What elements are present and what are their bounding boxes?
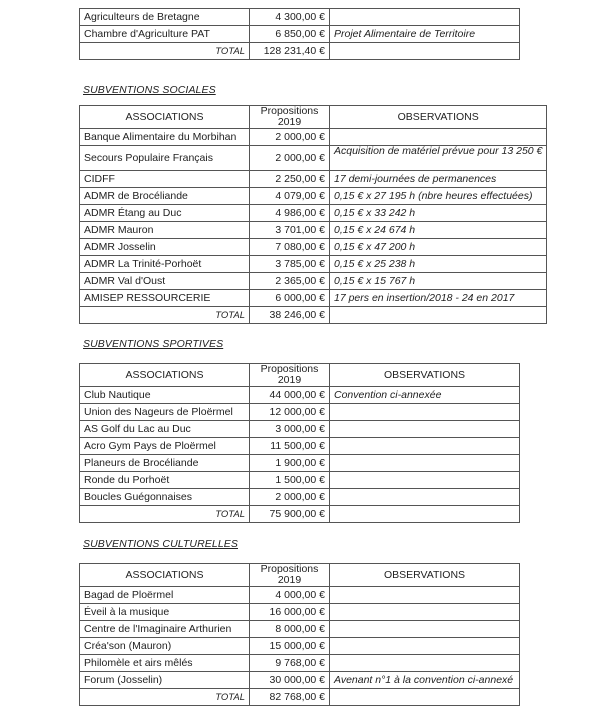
association-name: Club Nautique [80, 387, 250, 404]
observation: Projet Alimentaire de Territoire [330, 26, 520, 43]
amount: 6 000,00 € [250, 290, 330, 307]
table-row [80, 222, 547, 239]
header-row [80, 364, 520, 387]
association-name: Chambre d'Agriculture PAT [80, 26, 250, 43]
association-name: Éveil à la musique [80, 604, 250, 621]
observation [330, 472, 520, 489]
amount: 4 079,00 € [250, 188, 330, 205]
total-row [80, 307, 547, 324]
table-row [80, 604, 520, 621]
header-row [80, 564, 520, 587]
total-label: TOTAL [80, 307, 250, 324]
amount: 2 000,00 € [250, 146, 330, 171]
association-name: AMISEP RESSOURCERIE [80, 290, 250, 307]
total-row [80, 689, 520, 706]
sports-subsidies-table [79, 363, 520, 523]
association-name: ADMR Josselin [80, 239, 250, 256]
column-header-observations: OBSERVATIONS [330, 364, 520, 387]
amount: 15 000,00 € [250, 638, 330, 655]
table-row [80, 472, 520, 489]
amount: 44 000,00 € [250, 387, 330, 404]
observation [330, 404, 520, 421]
association-name: ADMR Val d'Oust [80, 273, 250, 290]
total-row [80, 43, 520, 60]
observation [330, 638, 520, 655]
amount: 3 701,00 € [250, 222, 330, 239]
amount: 6 850,00 € [250, 26, 330, 43]
table-row [80, 273, 547, 290]
association-name: ADMR Étang au Duc [80, 205, 250, 222]
observation [330, 129, 547, 146]
total-amount: 75 900,00 € [250, 506, 330, 523]
association-name: Banque Alimentaire du Morbihan [80, 129, 250, 146]
association-name: Union des Nageurs de Ploërmel [80, 404, 250, 421]
observation: 0,15 € x 27 195 h (nbre heures effectuées) [330, 188, 547, 205]
table-row [80, 146, 547, 171]
observation [330, 604, 520, 621]
table-row [80, 621, 520, 638]
observation [330, 421, 520, 438]
association-name: Planeurs de Brocéliande [80, 455, 250, 472]
observation [330, 438, 520, 455]
table-row [80, 587, 520, 604]
column-header-propositions: Propositions 2019 [250, 364, 330, 387]
table-row [80, 26, 520, 43]
column-header-associations: ASSOCIATIONS [80, 106, 250, 129]
observation: Avenant n°1 à la convention ci-annexé [330, 672, 520, 689]
observation [330, 621, 520, 638]
association-name: AS Golf du Lac au Duc [80, 421, 250, 438]
column-header-propositions: Propositions 2019 [250, 106, 330, 129]
total-amount: 38 246,00 € [250, 307, 330, 324]
association-name: Créa'son (Mauron) [80, 638, 250, 655]
amount: 2 000,00 € [250, 129, 330, 146]
table-row [80, 205, 547, 222]
amount: 3 785,00 € [250, 256, 330, 273]
header-row [80, 106, 547, 129]
column-header-associations: ASSOCIATIONS [80, 364, 250, 387]
amount: 4 000,00 € [250, 587, 330, 604]
association-name: Agriculteurs de Bretagne [80, 9, 250, 26]
amount: 16 000,00 € [250, 604, 330, 621]
column-header-associations: ASSOCIATIONS [80, 564, 250, 587]
total-label: TOTAL [80, 689, 250, 706]
table-row [80, 9, 520, 26]
total-label: TOTAL [80, 506, 250, 523]
amount: 1 500,00 € [250, 472, 330, 489]
table-row [80, 638, 520, 655]
association-name: Boucles Guégonnaises [80, 489, 250, 506]
table-row [80, 421, 520, 438]
amount: 7 080,00 € [250, 239, 330, 256]
cultural-subsidies-table [79, 563, 520, 706]
amount: 8 000,00 € [250, 621, 330, 638]
total-row [80, 506, 520, 523]
table-row [80, 129, 547, 146]
observation: Convention ci-annexée [330, 387, 520, 404]
observation: 0,15 € x 47 200 h [330, 239, 547, 256]
table-row [80, 672, 520, 689]
observation: 17 pers en insertion/2018 - 24 en 2017 [330, 290, 547, 307]
table-row [80, 438, 520, 455]
amount: 2 365,00 € [250, 273, 330, 290]
association-name: ADMR La Trinité-Porhoët [80, 256, 250, 273]
amount: 4 986,00 € [250, 205, 330, 222]
agricultural-subsidies-table [79, 8, 520, 60]
table-row [80, 290, 547, 307]
table-row [80, 489, 520, 506]
association-name: Secours Populaire Français [80, 146, 250, 171]
association-name: ADMR de Brocéliande [80, 188, 250, 205]
observation [330, 655, 520, 672]
amount: 30 000,00 € [250, 672, 330, 689]
amount: 3 000,00 € [250, 421, 330, 438]
table-row [80, 239, 547, 256]
column-header-propositions: Propositions 2019 [250, 564, 330, 587]
association-name: Acro Gym Pays de Ploërmel [80, 438, 250, 455]
observation [330, 9, 520, 26]
table-row [80, 171, 547, 188]
column-header-observations: OBSERVATIONS [330, 106, 547, 129]
observation: 0,15 € x 15 767 h [330, 273, 547, 290]
table-row [80, 188, 547, 205]
association-name: ADMR Mauron [80, 222, 250, 239]
amount: 4 300,00 € [250, 9, 330, 26]
section-title-sociales: SUBVENTIONS SOCIALES [83, 84, 216, 96]
section-title-culturelles: SUBVENTIONS CULTURELLES [83, 538, 238, 550]
observation [330, 587, 520, 604]
observation: 0,15 € x 24 674 h [330, 222, 547, 239]
amount: 2 250,00 € [250, 171, 330, 188]
observation: Acquisition de matériel prévue pour 13 250 € [330, 146, 547, 171]
total-amount: 82 768,00 € [250, 689, 330, 706]
observation: 0,15 € x 33 242 h [330, 205, 547, 222]
amount: 2 000,00 € [250, 489, 330, 506]
observation [330, 489, 520, 506]
amount: 11 500,00 € [250, 438, 330, 455]
section-title-sportives: SUBVENTIONS SPORTIVES [83, 338, 224, 350]
observation [330, 455, 520, 472]
column-header-observations: OBSERVATIONS [330, 564, 520, 587]
association-name: Forum (Josselin) [80, 672, 250, 689]
table-row [80, 404, 520, 421]
observation: 0,15 € x 25 238 h [330, 256, 547, 273]
association-name: Bagad de Ploërmel [80, 587, 250, 604]
table-row [80, 655, 520, 672]
association-name: CIDFF [80, 171, 250, 188]
social-subsidies-table [79, 105, 547, 324]
amount: 1 900,00 € [250, 455, 330, 472]
association-name: Philomèle et airs mêlés [80, 655, 250, 672]
amount: 12 000,00 € [250, 404, 330, 421]
total-amount: 128 231,40 € [250, 43, 330, 60]
table-row [80, 455, 520, 472]
total-label: TOTAL [80, 43, 250, 60]
association-name: Centre de l'Imaginaire Arthurien [80, 621, 250, 638]
association-name: Ronde du Porhoët [80, 472, 250, 489]
observation: 17 demi-journées de permanences [330, 171, 547, 188]
table-row [80, 387, 520, 404]
table-row [80, 256, 547, 273]
amount: 9 768,00 € [250, 655, 330, 672]
